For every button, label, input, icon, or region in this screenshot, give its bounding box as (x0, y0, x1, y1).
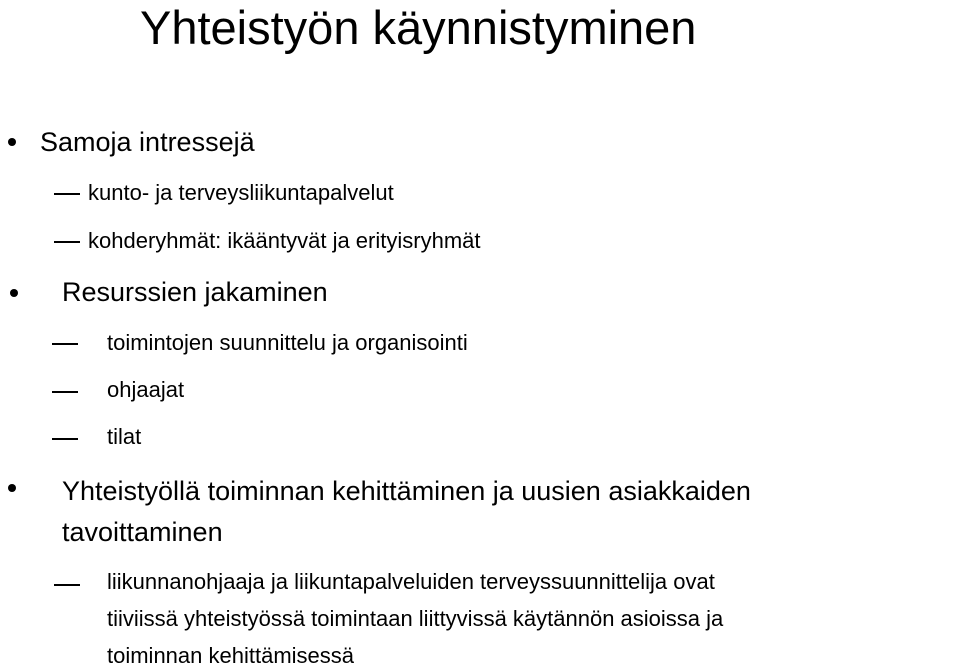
sub-item-tilat: tilat (107, 424, 142, 449)
slide-title: Yhteistyön käynnistyminen (140, 1, 697, 54)
sub-item-kohderyhmat: kohderyhmät: ikääntyvät ja erityisryhmät (88, 228, 481, 253)
bullet-yhteistyolla-line2: tavoittaminen (62, 517, 223, 547)
dash-marker (52, 391, 78, 393)
dash-marker (54, 193, 80, 195)
sub-item-toimintojen: toimintojen suunnittelu ja organisointi (107, 330, 468, 355)
bullet-resurssien-jakaminen: Resurssien jakaminen (62, 277, 328, 307)
dash-marker (52, 438, 78, 440)
bullet-samoja-intresseja: Samoja intressejä (40, 127, 255, 157)
dash-marker (52, 343, 78, 345)
bullet-dot (8, 138, 16, 146)
sub-item-ohjaajat: ohjaajat (107, 377, 185, 402)
dash-marker (54, 241, 80, 243)
bullet-dot (8, 484, 16, 492)
sub-item-liikunnanohjaaja-line2: tiiviissä yhteistyössä toimintaan liittyvissä käytännön asioissa ja (107, 606, 724, 631)
sub-item-liikunnanohjaaja-line3: toiminnan kehittämisessä (107, 643, 355, 668)
sub-item-liikunnanohjaaja-line1: liikunnanohjaaja ja liikuntapalveluiden terveyssuunnittelija ovat (107, 569, 715, 594)
bullet-yhteistyolla-line1: Yhteistyöllä toiminnan kehittäminen ja uusien asiakkaiden (62, 476, 751, 506)
bullet-dot (10, 289, 18, 297)
dash-marker (54, 584, 80, 586)
sub-item-kunto: kunto- ja terveysliikuntapalvelut (88, 180, 394, 205)
